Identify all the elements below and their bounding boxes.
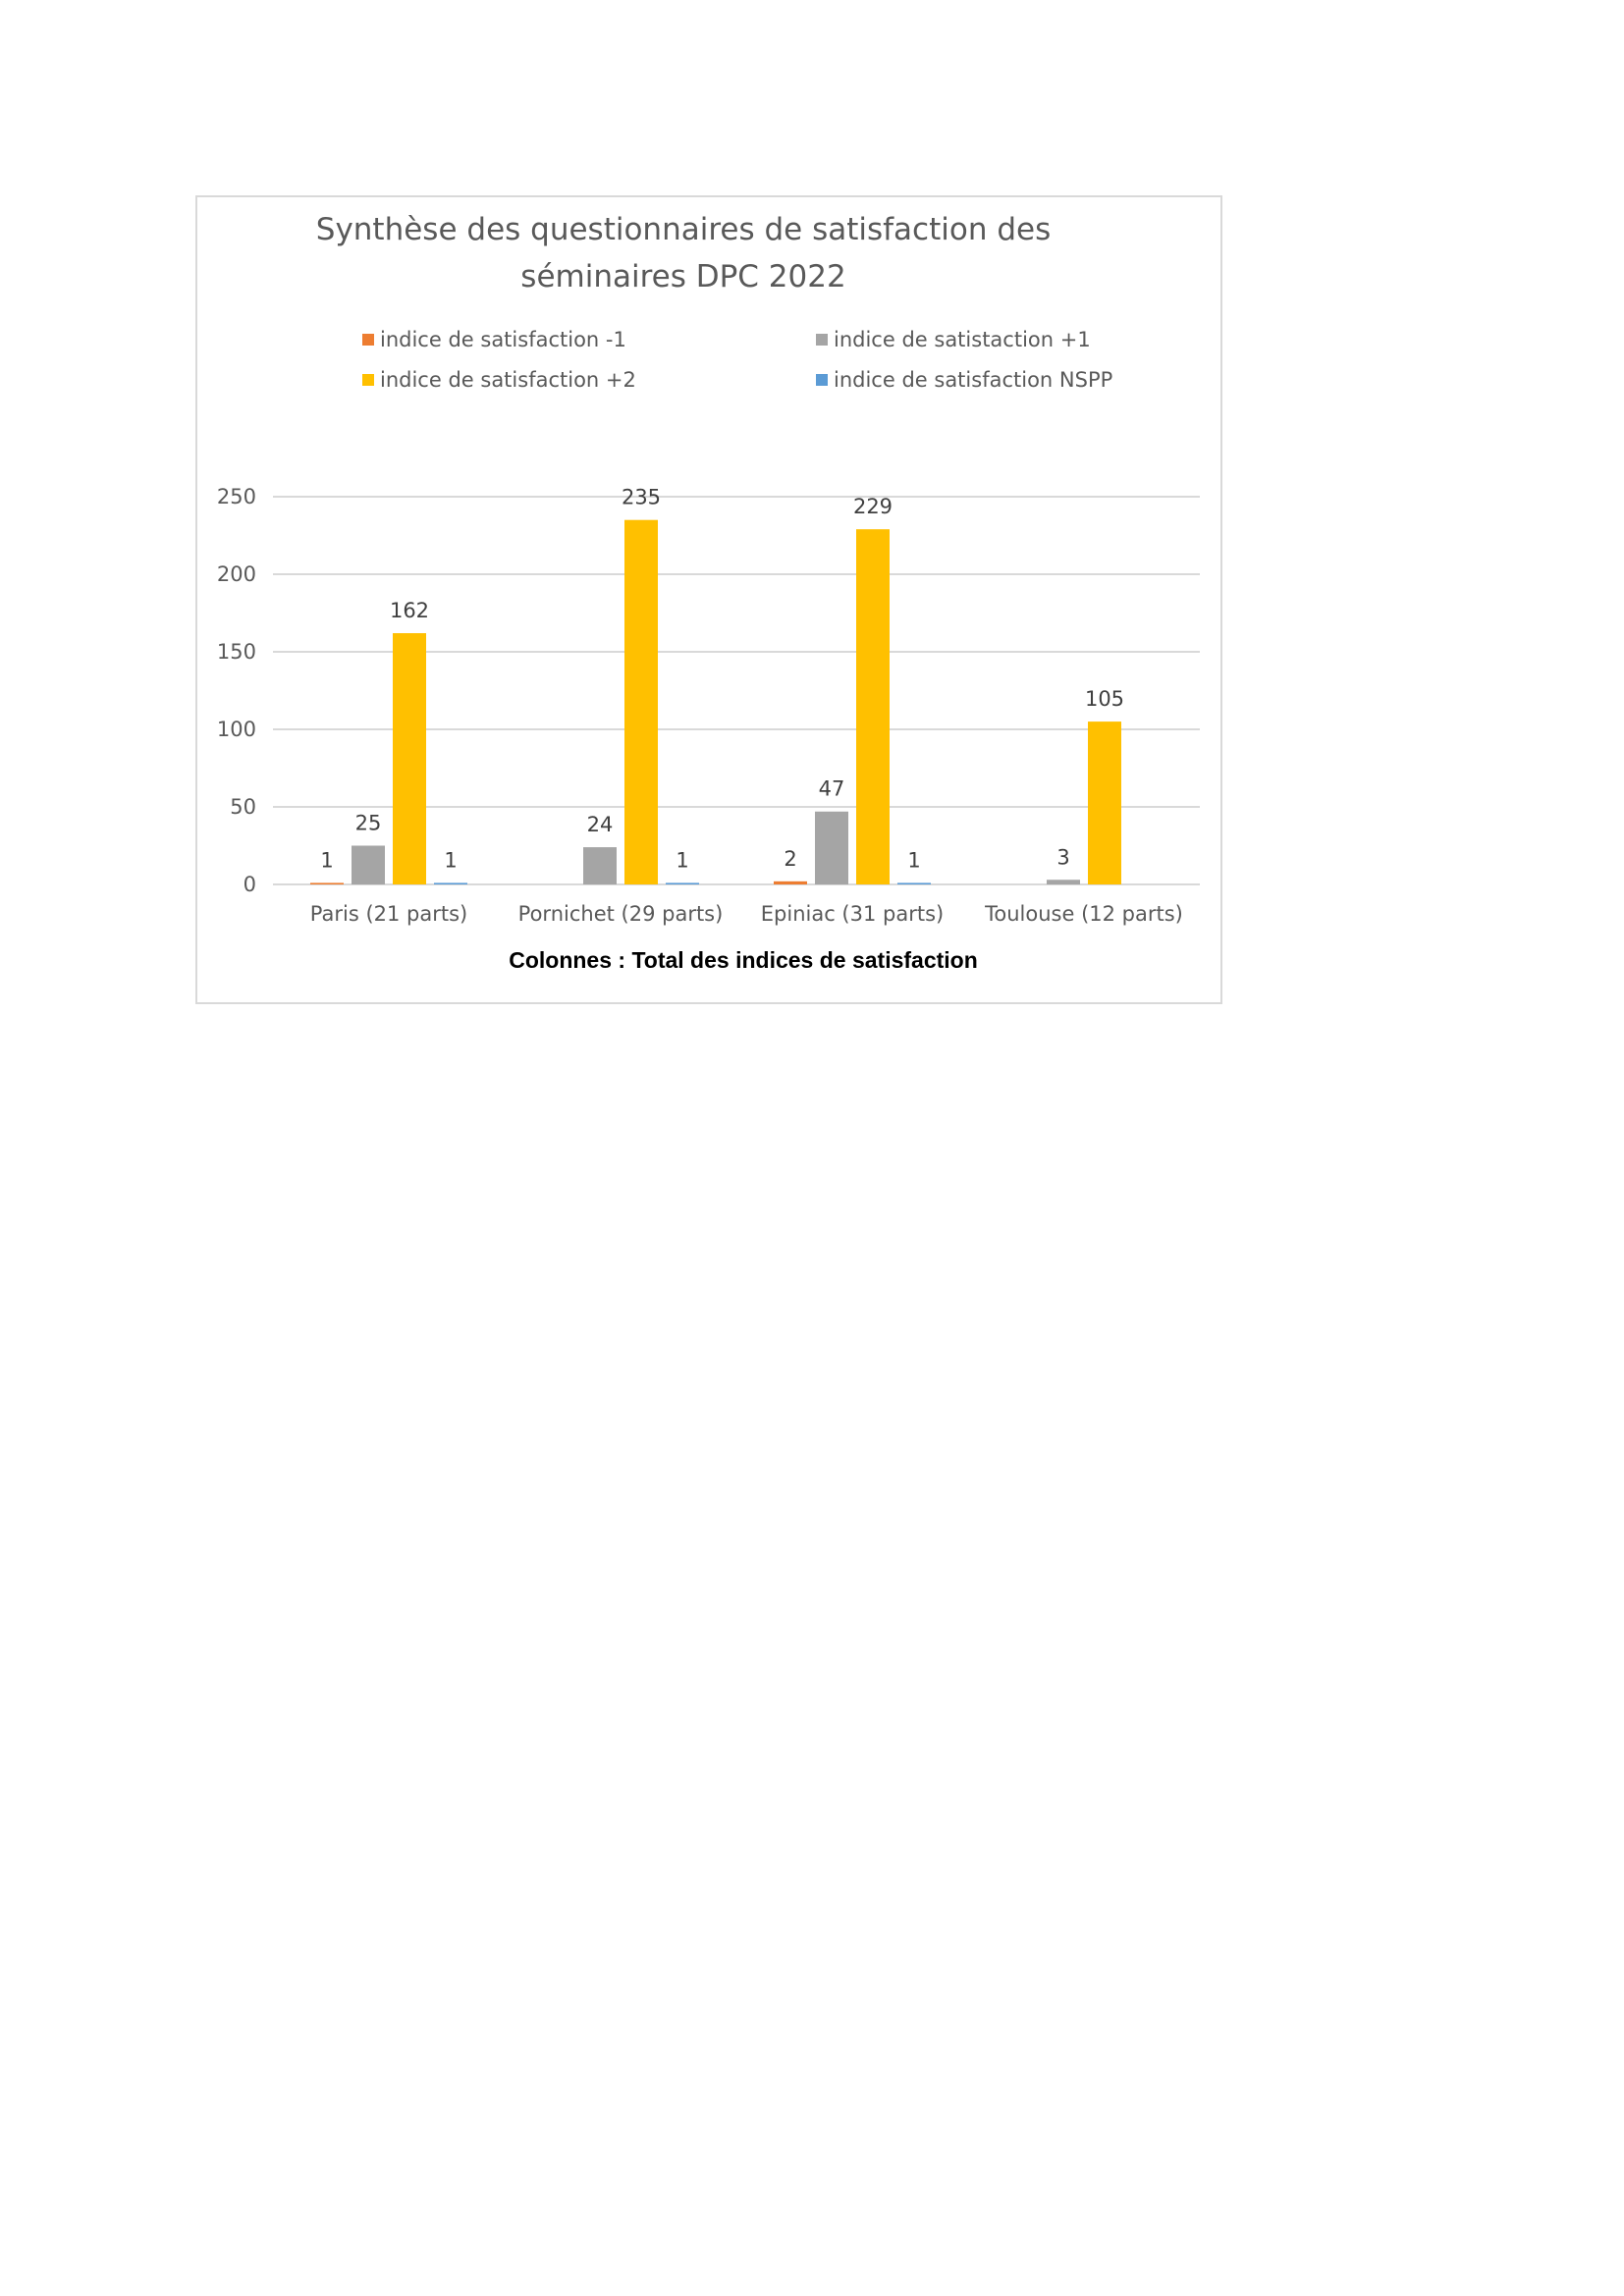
chart-title [316, 212, 1051, 294]
data-label-4-3: 1 [907, 848, 921, 873]
category-label-1: Paris (21 parts) [309, 902, 468, 926]
y-tick-label-50: 50 [230, 795, 256, 819]
data-label-2-3: 47 [818, 776, 845, 801]
data-label-2-2: 24 [586, 813, 614, 837]
bar-1-3 [774, 881, 807, 884]
bar-1-1 [310, 882, 344, 884]
data-label-1-1: 1 [320, 848, 334, 873]
data-label-2-4: 3 [1056, 845, 1070, 870]
chart-legend [362, 328, 1112, 392]
data-labels [320, 486, 1124, 873]
x-axis-label: Colonnes : Total des indices de satisfaction [509, 947, 978, 973]
chart-title-line-1: Synthèse des questionnaires de satisfaction des [315, 212, 1052, 247]
legend-label-3: indice de satisfaction +2 [380, 368, 636, 392]
y-axis-ticks [217, 485, 256, 896]
legend-swatch-1 [362, 334, 374, 346]
bar-2-2 [583, 847, 617, 884]
legend-swatch-2 [816, 334, 828, 346]
bar-3-1 [393, 633, 426, 884]
legend-label-4: indice de satisfaction NSPP [834, 368, 1113, 392]
y-tick-label-150: 150 [216, 640, 256, 664]
bar-2-4 [1047, 880, 1080, 884]
legend-label-1: indice de satisfaction -1 [380, 328, 626, 351]
y-tick-label-250: 250 [216, 485, 256, 508]
legend-swatch-3 [362, 374, 374, 386]
data-label-4-1: 1 [444, 848, 458, 873]
category-label-4: Toulouse (12 parts) [985, 902, 1183, 926]
y-tick-label-200: 200 [216, 562, 256, 586]
bar-4-2 [666, 882, 699, 884]
bar-3-2 [624, 520, 658, 884]
bar-3-3 [856, 529, 890, 884]
category-label-2: Pornichet (29 parts) [517, 902, 724, 926]
bar-2-1 [352, 846, 385, 885]
data-label-3-3: 229 [852, 495, 893, 519]
data-label-4-2: 1 [676, 848, 689, 873]
chart-title-line-2: séminaires DPC 2022 [520, 259, 846, 294]
data-label-3-1: 162 [389, 599, 430, 623]
bar-3-4 [1088, 721, 1121, 884]
legend-label-2: indice de satistaction +1 [834, 328, 1091, 351]
bar-4-1 [434, 882, 467, 884]
chart-frame [195, 195, 1222, 1004]
bar-chart [197, 197, 1220, 1002]
legend-swatch-4 [816, 374, 828, 386]
data-label-3-2: 235 [621, 485, 662, 509]
category-label-3: Epiniac (31 parts) [760, 902, 945, 926]
bar-4-3 [897, 882, 931, 884]
data-label-2-1: 25 [354, 811, 382, 835]
data-label-3-4: 105 [1084, 687, 1125, 712]
bar-2-3 [815, 812, 848, 884]
data-label-1-3: 2 [784, 846, 797, 871]
y-tick-label-0: 0 [243, 873, 256, 896]
x-axis-categories [310, 902, 1183, 926]
y-tick-label-100: 100 [216, 718, 256, 741]
